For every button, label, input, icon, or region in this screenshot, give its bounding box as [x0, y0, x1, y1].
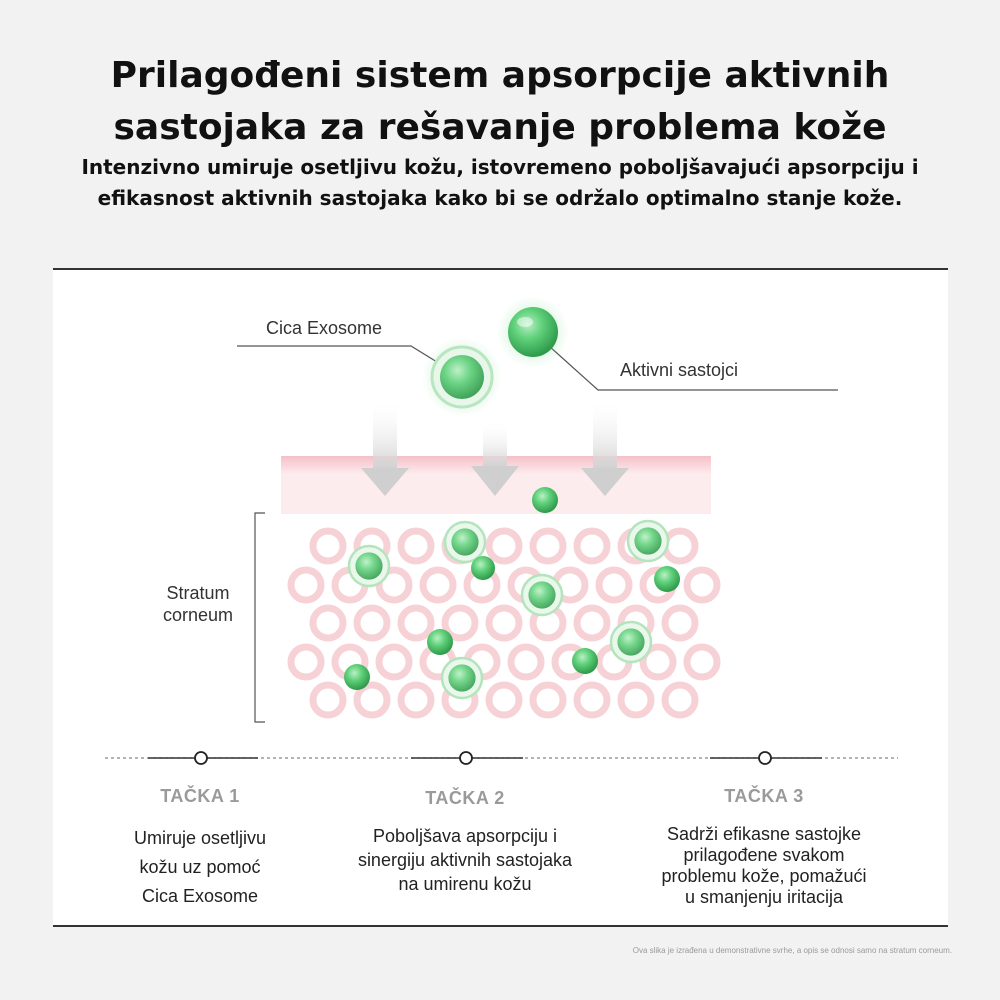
subtitle-line-1: Intenzivno umiruje osetljivu kožu, istovremeno poboljšavajući apsorpciju i — [81, 155, 919, 179]
green-particle — [628, 521, 668, 561]
skin-cell — [291, 570, 321, 600]
skin-cell — [687, 570, 717, 600]
page-subtitle — [40, 152, 960, 214]
skin-cell — [489, 608, 519, 638]
point-2-title: TAČKA 2 — [425, 788, 505, 808]
point-3-line: prilagođene svakom — [683, 845, 845, 865]
skin-cell — [379, 647, 409, 677]
point-1-title: TAČKA 1 — [160, 786, 240, 806]
skin-cell — [599, 570, 629, 600]
skin-cell — [533, 685, 563, 715]
point-3-description — [629, 824, 899, 908]
skin-cell — [665, 608, 695, 638]
cica-exosome-ball — [422, 337, 502, 417]
skin-cell — [401, 531, 431, 561]
active-ingredients-label: Aktivni sastojci — [620, 360, 739, 380]
point-2-line: Poboljšava apsorpciju i — [372, 826, 558, 846]
skin-cell — [489, 531, 519, 561]
page-title — [0, 50, 1000, 154]
skin-cell — [577, 685, 607, 715]
green-particle — [445, 522, 485, 562]
skin-cell — [489, 685, 519, 715]
stratum-corneum-label — [153, 582, 243, 626]
skin-cell — [313, 685, 343, 715]
timeline-node-3 — [759, 752, 771, 764]
footnote: Ova slika je izrađena u demonstrativne svrhe, a opis se odnosi samo na stratum corneum. — [632, 946, 952, 955]
timeline-node-2 — [460, 752, 472, 764]
title-line-1: Prilagođeni sistem apsorpcije aktivnih — [110, 55, 890, 96]
green-particle — [532, 487, 558, 513]
point-1-description — [65, 824, 335, 911]
diagram-panel — [53, 268, 948, 927]
skin-cell — [313, 531, 343, 561]
skin-cell — [313, 608, 343, 638]
active-ingredient-ball — [497, 296, 569, 368]
skin-cell — [533, 531, 563, 561]
skin-cell — [621, 685, 651, 715]
skin-cell — [665, 531, 695, 561]
green-particle — [427, 629, 453, 655]
point-3-line: problemu kože, pomažući — [661, 866, 867, 886]
cica-exosome-label: Cica Exosome — [266, 318, 383, 338]
timeline-node-1 — [195, 752, 207, 764]
point-1-line: Umiruje osetljivu — [133, 828, 267, 848]
skin-cell — [357, 685, 387, 715]
skin-cell — [401, 685, 431, 715]
title-line-2: sastojaka za rešavanje problema kože — [113, 107, 887, 148]
skin-cell — [665, 685, 695, 715]
stratum-label-line-2: corneum — [162, 605, 234, 625]
subtitle-line-2: efikasnost aktivnih sastojaka kako bi se održalo optimalno stanje kože. — [97, 186, 903, 210]
point-2-line: sinergiju aktivnih sastojaka — [357, 850, 573, 870]
green-particle — [572, 648, 598, 674]
stratum-label-line-1: Stratum — [166, 583, 230, 603]
green-particle — [442, 658, 482, 698]
green-particle — [522, 575, 562, 615]
point-3-line: u smanjenju iritacija — [684, 887, 844, 907]
green-particle — [349, 546, 389, 586]
point-3-line: Sadrži efikasne sastojke — [666, 824, 862, 844]
green-particle — [654, 566, 680, 592]
skin-cell — [577, 608, 607, 638]
skin-cell — [687, 647, 717, 677]
skin-cell — [401, 608, 431, 638]
point-1-line: kožu uz pomoć — [139, 857, 261, 877]
skin-cell — [357, 608, 387, 638]
skin-cell — [577, 531, 607, 561]
skin-cell — [423, 570, 453, 600]
point-2-line: na umirenu kožu — [398, 874, 532, 894]
green-particle — [471, 556, 495, 580]
skin-cell — [291, 647, 321, 677]
point-2-description — [330, 824, 600, 896]
green-particle — [344, 664, 370, 690]
green-particle — [611, 622, 651, 662]
stratum-bracket — [255, 513, 265, 722]
point-3-title: TAČKA 3 — [724, 786, 804, 806]
skin-cell — [511, 647, 541, 677]
point-1-line: Cica Exosome — [141, 886, 259, 906]
